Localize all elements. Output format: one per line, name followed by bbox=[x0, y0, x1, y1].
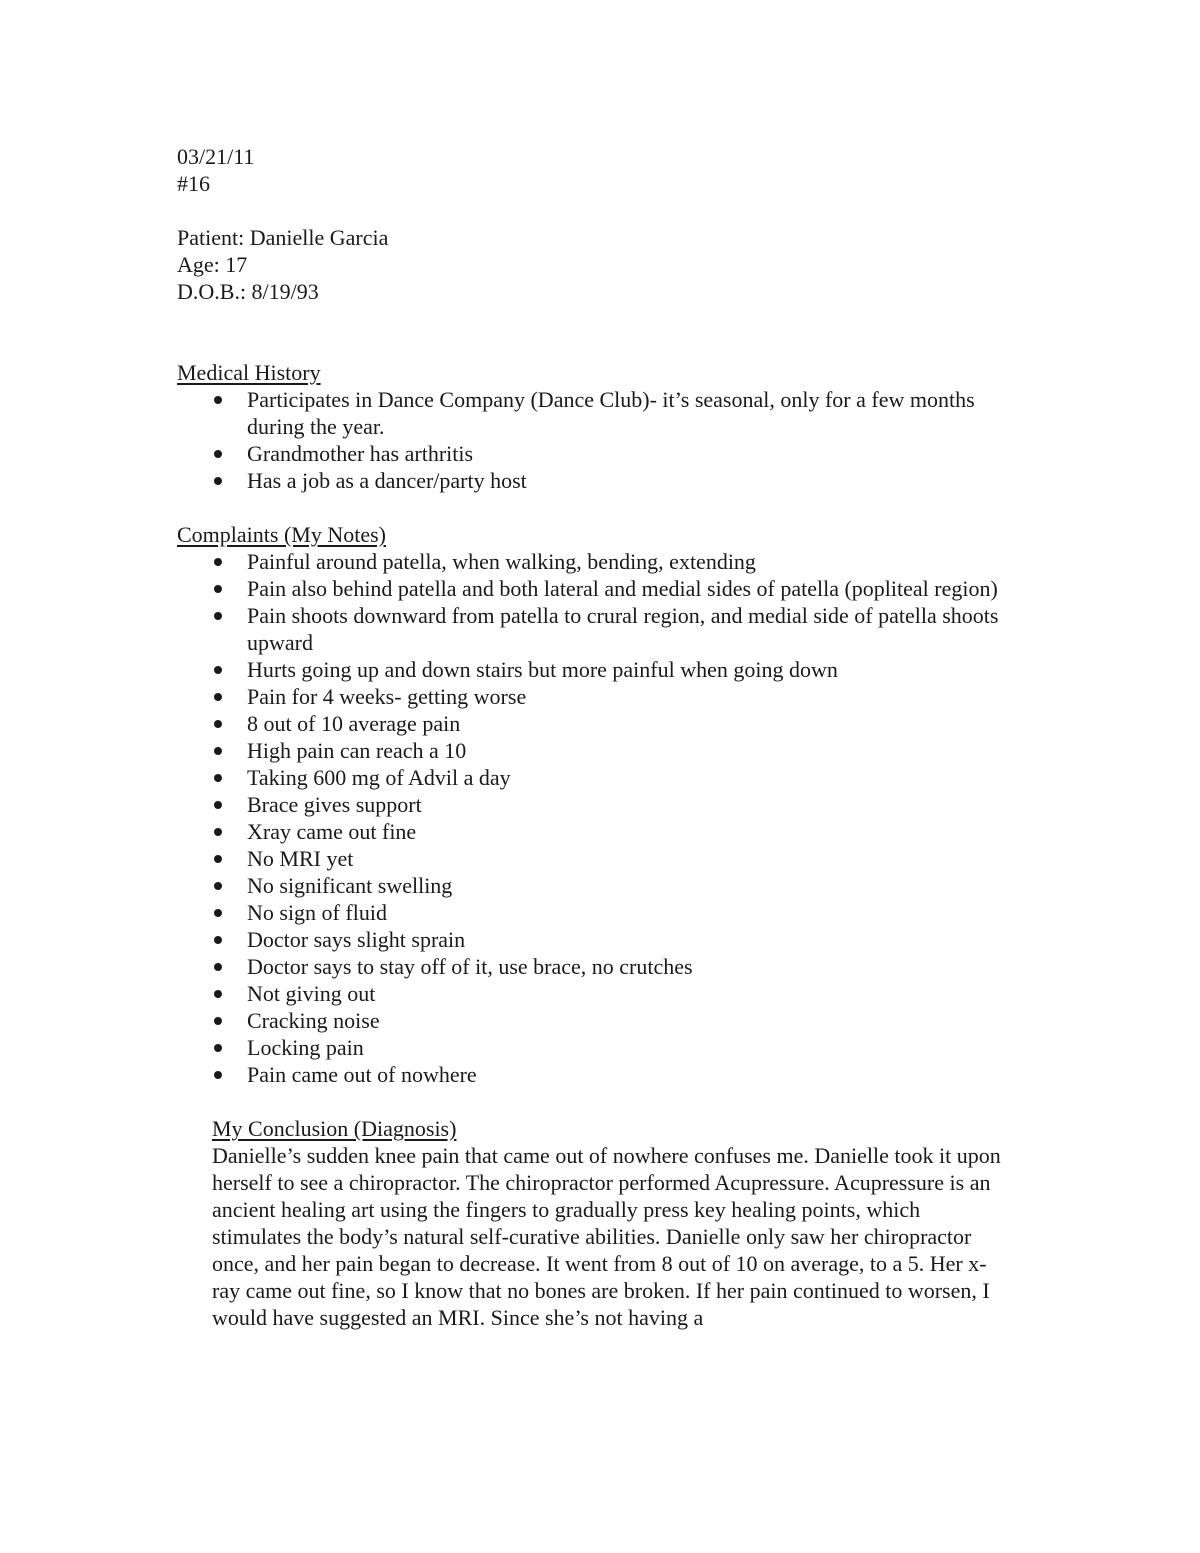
bullet-icon bbox=[214, 477, 222, 485]
list-item: Locking pain bbox=[177, 1034, 1007, 1061]
list-item: Painful around patella, when walking, bending, extending bbox=[177, 548, 1007, 575]
list-item: Doctor says slight sprain bbox=[177, 926, 1007, 953]
bullet-icon bbox=[214, 666, 222, 674]
list-item: Pain for 4 weeks- getting worse bbox=[177, 683, 1007, 710]
bullet-icon bbox=[214, 693, 222, 701]
bullet-icon bbox=[214, 963, 222, 971]
list-item: No sign of fluid bbox=[177, 899, 1007, 926]
bullet-icon bbox=[214, 450, 222, 458]
list-item: Taking 600 mg of Advil a day bbox=[177, 764, 1007, 791]
complaints-list bbox=[177, 548, 1037, 1088]
bullet-icon bbox=[214, 612, 222, 620]
list-item: Doctor says to stay off of it, use brace, no crutches bbox=[177, 953, 1007, 980]
list-item: Grandmother has arthritis bbox=[177, 440, 1007, 467]
medical-history-list bbox=[177, 386, 1037, 494]
bullet-icon bbox=[214, 909, 222, 917]
bullet-icon bbox=[214, 936, 222, 944]
list-item: Xray came out fine bbox=[177, 818, 1007, 845]
bullet-icon bbox=[214, 1017, 222, 1025]
patient-name: Patient: Danielle Garcia bbox=[177, 225, 389, 250]
bullet-icon bbox=[214, 801, 222, 809]
bullet-icon bbox=[214, 990, 222, 998]
list-item: Pain also behind patella and both lateral and medial sides of patella (popliteal region) bbox=[177, 575, 1007, 602]
list-item: Has a job as a dancer/party host bbox=[177, 467, 1007, 494]
list-item: Cracking noise bbox=[177, 1007, 1007, 1034]
medical-history-heading: Medical History bbox=[177, 360, 321, 385]
list-item: Not giving out bbox=[177, 980, 1007, 1007]
conclusion-heading: My Conclusion (Diagnosis) bbox=[212, 1116, 457, 1141]
list-item: No MRI yet bbox=[177, 845, 1007, 872]
note-date: 03/21/11 bbox=[177, 144, 255, 169]
bullet-icon bbox=[214, 828, 222, 836]
bullet-icon bbox=[214, 747, 222, 755]
bullet-icon bbox=[214, 558, 222, 566]
bullet-icon bbox=[214, 855, 222, 863]
patient-dob: D.O.B.: 8/19/93 bbox=[177, 279, 319, 304]
list-item: Hurts going up and down stairs but more painful when going down bbox=[177, 656, 1007, 683]
bullet-icon bbox=[214, 1071, 222, 1079]
spacer bbox=[177, 305, 1037, 359]
conclusion-body: Danielle’s sudden knee pain that came out of nowhere confuses me. Danielle took it upon herself to see a chiropractor. The chiropractor performed Acupressure. Acupressure is an ancient healing art using the fingers to gradually press key healing points, which stimulates the body’s natural self-curative abilities. Danielle only saw her chiropractor once, and her pain began to decrease. It went from 8 out of 10 on average, to a 5. Her x-ray came out fine, so I know that no bones are broken. If her pain continued to worsen, I would have suggested an MRI. Since she’s not having a bbox=[212, 1143, 1001, 1330]
bullet-icon bbox=[214, 396, 222, 404]
bullet-icon bbox=[214, 774, 222, 782]
spacer bbox=[177, 197, 1037, 224]
bullet-icon bbox=[214, 720, 222, 728]
bullet-icon bbox=[214, 1044, 222, 1052]
bullet-icon bbox=[214, 585, 222, 593]
document-page bbox=[177, 143, 1037, 1331]
list-item: Pain came out of nowhere bbox=[177, 1061, 1007, 1088]
list-item: Pain shoots downward from patella to crural region, and medial side of patella shoots upward bbox=[177, 602, 1007, 656]
complaints-heading: Complaints (My Notes) bbox=[177, 522, 386, 547]
spacer bbox=[177, 1088, 1037, 1115]
spacer bbox=[177, 494, 1037, 521]
list-item: Participates in Dance Company (Dance Club)- it’s seasonal, only for a few months during the year. bbox=[177, 386, 1007, 440]
list-item: No significant swelling bbox=[177, 872, 1007, 899]
list-item: High pain can reach a 10 bbox=[177, 737, 1007, 764]
list-item: Brace gives support bbox=[177, 791, 1007, 818]
conclusion-section bbox=[212, 1115, 1012, 1331]
list-item: 8 out of 10 average pain bbox=[177, 710, 1007, 737]
bullet-icon bbox=[214, 882, 222, 890]
note-number: #16 bbox=[177, 171, 210, 196]
patient-age: Age: 17 bbox=[177, 252, 248, 277]
